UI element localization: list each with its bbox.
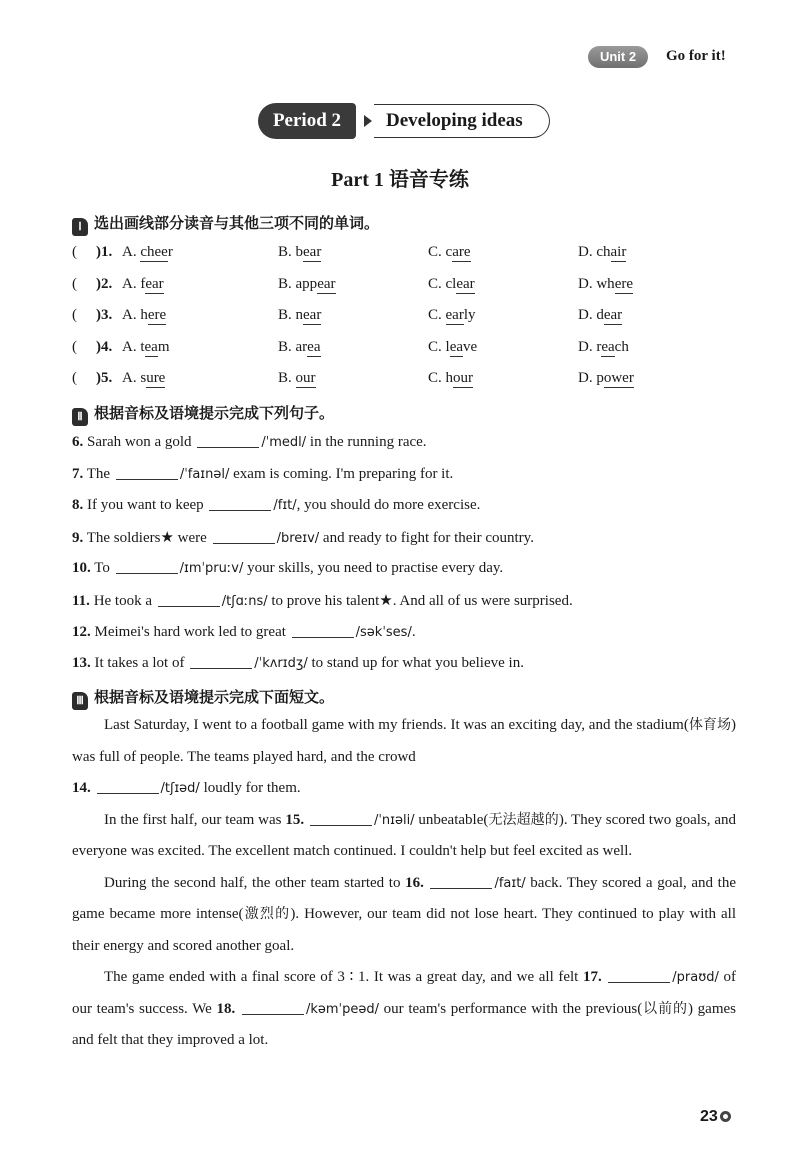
page-number: 23 [700,1108,731,1126]
answer-paren[interactable]: ( [72,370,77,386]
passage-paragraph: In the first half, our team was 15. /ˈnɪəli/ unbeatable(无法超越的). They scored two goals, and everyone was excited. The excellent match continued. I couldn't help but feel excited as well. [72,811,737,859]
option-b[interactable]: B. area [278,338,321,355]
section-3-heading [72,686,334,710]
question-number: )5. [96,370,113,386]
option-d[interactable]: D. power [578,370,634,386]
option-d[interactable]: D. where [578,275,633,292]
question-number: )1. [96,244,113,260]
option-b[interactable]: B. our [278,370,316,386]
period-label: Period 2 [258,103,356,139]
answer-blank[interactable] [430,874,492,889]
option-c[interactable]: C. clear [428,275,475,292]
section-number-icon: Ⅲ [72,692,88,710]
answer-blank[interactable] [292,623,354,638]
sentence-item: 12. Meimei's hard work led to great /səkˈses/. [72,623,416,640]
passage-paragraph: During the second half, the other team started to 16. /faɪt/ back. They scored a goal, and the game became more intense(激烈的). However, our team did not lose heart. They continued to play with all their energy and scored another goal. [72,874,737,954]
option-b[interactable]: B. appear [278,275,336,292]
passage-paragraph: Last Saturday, I went to a football game with my friends. It was an exciting day, and the stadium(体育场) was full of people. The teams played hard, and the crowd 14. /tʃɪəd/ loudly for them. [72,717,736,796]
option-d[interactable]: D. dear [578,307,623,323]
option-c[interactable]: C. early [428,307,476,323]
option-c[interactable]: C. leave [428,338,478,355]
answer-paren[interactable]: ( [72,338,77,355]
section-title: 选出画线部分读音与其他三项不同的单词。 [94,214,380,232]
sentence-item: 6. Sarah won a gold /ˈmedl/ in the running race. [72,434,427,450]
sentence-item: 8. If you want to keep /fɪt/, you should do more exercise. [72,497,481,514]
answer-blank[interactable] [158,592,220,607]
option-c[interactable]: C. hour [428,370,474,386]
option-a[interactable]: A. team [122,338,170,355]
answer-blank[interactable] [310,811,372,826]
topic-label: Developing ideas [374,104,550,138]
sentence-item: 10. To /ɪmˈpruːv/ your skills, you need to practise every day. [72,560,504,577]
option-d[interactable]: D. reach [578,338,629,355]
question-number: )4. [96,338,113,355]
option-b[interactable]: B. near [278,307,322,323]
answer-paren[interactable]: ( [72,244,77,260]
section-1-heading [72,212,379,236]
answer-paren[interactable]: ( [72,307,77,323]
section-number-icon: Ⅱ [72,408,88,426]
answer-blank[interactable] [190,654,252,669]
answer-blank[interactable] [116,465,178,480]
unit-badge: Unit 2 [588,46,648,68]
option-c[interactable]: C. care [428,244,471,260]
sentence-item: 13. It takes a lot of /ˈkʌrɪdʒ/ to stand up for what you believe in. [72,655,524,672]
answer-blank[interactable] [116,559,178,574]
option-a[interactable]: A. sure [122,370,166,386]
sentence-item: 7. The /ˈfaɪnəl/ exam is coming. I'm preparing for it. [72,465,454,482]
option-b[interactable]: B. bear [278,244,322,260]
sentence-item: 11. He took a /tʃɑːns/ to prove his talent★. And all of us were surprised. [72,593,573,609]
option-a[interactable]: A. fear [122,275,164,292]
option-a[interactable]: A. cheer [122,244,173,260]
question-number: )3. [96,307,113,323]
question-number: )2. [96,275,113,292]
section-title: 根据音标及语境提示完成下面短文。 [94,688,335,706]
section-number-icon: Ⅰ [72,218,88,236]
passage-paragraph: The game ended with a final score of 3 ∶ 1. It was a great day, and we all felt 17. /praʊd/ of our team's success. We 18. /kəmˈpeəd/ our team's performance with the previous(以前的) games and felt that they improved a lot. [72,969,737,1048]
answer-blank[interactable] [242,1000,304,1015]
option-d[interactable]: D. chair [578,244,627,260]
passage [72,710,736,1057]
answer-blank[interactable] [608,968,670,983]
part-title: Part 1 语音专练 [331,169,469,191]
answer-blank[interactable] [213,529,275,544]
answer-blank[interactable] [209,496,271,511]
unit-title: Go for it! [666,48,726,64]
answer-blank[interactable] [97,779,159,794]
section-title: 根据音标及语境提示完成下列句子。 [94,404,335,422]
answer-paren[interactable]: ( [72,275,77,292]
gear-icon [720,1111,731,1122]
sentence-item: 9. The soldiers★ were /breɪv/ and ready to fight for their country. [72,529,534,546]
section-2-heading [72,402,334,426]
option-a[interactable]: A. here [122,307,167,323]
answer-blank[interactable] [197,433,259,448]
